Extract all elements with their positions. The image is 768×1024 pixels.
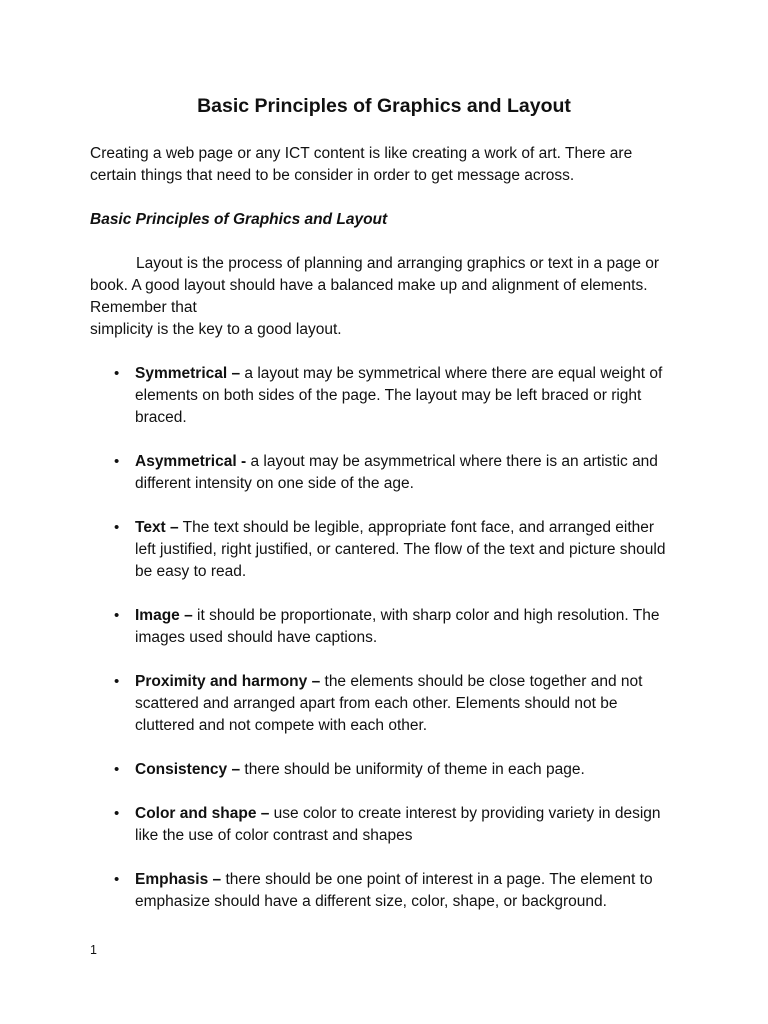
bullet-text: The text should be legible, appropriate font face, and arranged either left justified, right justified, or cantered. The flow of the text and picture should be easy to read. <box>135 519 666 580</box>
bullet-icon: • <box>114 607 120 624</box>
list-item-asymmetrical <box>90 451 678 495</box>
bullet-term: Color and shape – <box>135 805 270 822</box>
bullet-icon: • <box>114 673 120 690</box>
bullet-text: it should be proportionate, with sharp color and high resolution. The images used should have captions. <box>135 607 660 646</box>
bullet-text: the elements should be close together and not scattered and arranged apart from each other. Elements should not be cluttered and not compete with each other. <box>135 673 643 734</box>
intro-paragraph: Creating a web page or any ICT content is like creating a work of art. There are certain things that need to be consider in order to get message across. <box>90 145 633 184</box>
bullet-text: there should be uniformity of theme in each page. <box>240 761 585 778</box>
list-item-symmetrical <box>90 363 678 429</box>
list-item-emphasis <box>90 869 678 913</box>
bullet-icon: • <box>114 805 120 822</box>
bullet-text: there should be one point of interest in a page. The element to emphasize should have a different size, color, shape, or background. <box>135 871 653 910</box>
principles-list <box>90 363 678 913</box>
bullet-text: a layout may be asymmetrical where there is an artistic and different intensity on one side of the age. <box>135 453 658 492</box>
bullet-icon: • <box>114 761 120 778</box>
list-item-consistency <box>90 759 678 781</box>
bullet-term: Symmetrical – <box>135 365 241 382</box>
list-item-text <box>90 517 678 583</box>
section-heading: Basic Principles of Graphics and Layout <box>90 211 388 228</box>
list-item-color-and-shape <box>90 803 678 847</box>
bullet-term: Image – <box>135 607 193 624</box>
list-item-proximity-and-harmony <box>90 671 678 737</box>
bullet-term: Asymmetrical - <box>135 453 247 470</box>
list-item-image <box>90 605 678 649</box>
bullet-text: a layout may be symmetrical where there are equal weight of elements on both sides of the page. The layout may be left braced or right braced. <box>135 365 663 426</box>
bullet-icon: • <box>114 871 120 888</box>
bullet-term: Consistency – <box>135 761 241 778</box>
bullet-term: Emphasis – <box>135 871 222 888</box>
bullet-icon: • <box>114 519 120 536</box>
layout-paragraph-line-2: simplicity is the key to a good layout. <box>90 321 342 338</box>
bullet-icon: • <box>114 365 120 382</box>
document-content <box>90 92 678 935</box>
bullet-term: Proximity and harmony – <box>135 673 321 690</box>
bullet-text: use color to create interest by providing variety in design like the use of color contrast and shapes <box>135 805 661 844</box>
layout-paragraph <box>90 253 678 341</box>
bullet-icon: • <box>114 453 120 470</box>
bullet-term: Text – <box>135 519 179 536</box>
page-title: Basic Principles of Graphics and Layout <box>197 95 571 117</box>
layout-paragraph-line-1: Layout is the process of planning and arranging graphics or text in a page or book. A good layout should have a balanced make up and alignment of elements. Remember that <box>90 255 660 316</box>
page-number: 1 <box>90 943 97 957</box>
